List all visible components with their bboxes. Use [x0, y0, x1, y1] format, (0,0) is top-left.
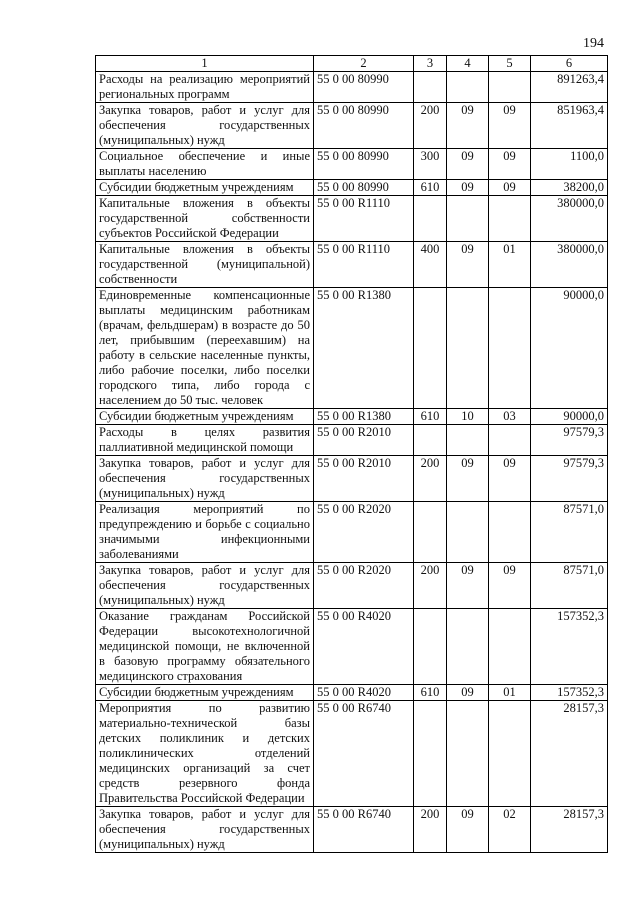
header-row	[96, 56, 608, 72]
column-header: 6	[531, 56, 608, 72]
expense-name-cell: Закупка товаров, работ и услуг для обеспечения государственных (муниципальных) нужд	[96, 103, 314, 149]
table-row	[96, 103, 608, 149]
table-row	[96, 425, 608, 456]
page-number: 194	[583, 36, 604, 51]
subsection-cell	[489, 288, 531, 409]
target-code-cell: 55 0 00 80990	[314, 180, 414, 196]
section-cell: 09	[447, 149, 489, 180]
target-code-cell: 55 0 00 80990	[314, 149, 414, 180]
target-code-cell: 55 0 00 R1380	[314, 288, 414, 409]
expense-type-cell	[414, 609, 447, 685]
section-cell: 09	[447, 685, 489, 701]
expense-type-cell	[414, 425, 447, 456]
amount-cell: 380000,0	[531, 242, 608, 288]
expense-type-cell: 200	[414, 103, 447, 149]
subsection-cell	[489, 72, 531, 103]
subsection-cell	[489, 502, 531, 563]
column-header: 4	[447, 56, 489, 72]
table-body	[96, 72, 608, 853]
section-cell	[447, 425, 489, 456]
section-cell: 09	[447, 242, 489, 288]
amount-cell: 157352,3	[531, 609, 608, 685]
expense-type-cell: 400	[414, 242, 447, 288]
table-row	[96, 456, 608, 502]
target-code-cell: 55 0 00 R2020	[314, 563, 414, 609]
section-cell	[447, 609, 489, 685]
amount-cell: 157352,3	[531, 685, 608, 701]
subsection-cell: 09	[489, 456, 531, 502]
subsection-cell: 09	[489, 563, 531, 609]
subsection-cell: 03	[489, 409, 531, 425]
subsection-cell: 01	[489, 685, 531, 701]
table-row	[96, 563, 608, 609]
expense-type-cell	[414, 701, 447, 807]
amount-cell: 28157,3	[531, 701, 608, 807]
target-code-cell: 55 0 00 80990	[314, 103, 414, 149]
section-cell: 10	[447, 409, 489, 425]
target-code-cell: 55 0 00 R2010	[314, 456, 414, 502]
expense-type-cell	[414, 288, 447, 409]
expense-type-cell: 200	[414, 456, 447, 502]
expense-type-cell: 610	[414, 180, 447, 196]
subsection-cell: 09	[489, 103, 531, 149]
amount-cell: 90000,0	[531, 409, 608, 425]
section-cell	[447, 701, 489, 807]
target-code-cell: 55 0 00 R2010	[314, 425, 414, 456]
section-cell: 09	[447, 103, 489, 149]
expense-type-cell	[414, 72, 447, 103]
expense-name-cell: Субсидии бюджетным учреждениям	[96, 685, 314, 701]
section-cell	[447, 196, 489, 242]
table-row	[96, 149, 608, 180]
amount-cell: 1100,0	[531, 149, 608, 180]
column-header: 3	[414, 56, 447, 72]
column-header: 5	[489, 56, 531, 72]
target-code-cell: 55 0 00 R4020	[314, 685, 414, 701]
section-cell: 09	[447, 180, 489, 196]
table-row	[96, 685, 608, 701]
target-code-cell: 55 0 00 R1110	[314, 242, 414, 288]
expense-type-cell: 200	[414, 563, 447, 609]
expense-type-cell: 610	[414, 409, 447, 425]
target-code-cell: 55 0 00 R1110	[314, 196, 414, 242]
expense-name-cell: Закупка товаров, работ и услуг для обеспечения государственных (муниципальных) нужд	[96, 563, 314, 609]
amount-cell: 87571,0	[531, 502, 608, 563]
amount-cell: 38200,0	[531, 180, 608, 196]
expense-name-cell: Закупка товаров, работ и услуг для обеспечения государственных (муниципальных) нужд	[96, 807, 314, 853]
expense-type-cell: 200	[414, 807, 447, 853]
table-row	[96, 180, 608, 196]
subsection-cell	[489, 701, 531, 807]
table-row	[96, 807, 608, 853]
expense-type-cell	[414, 196, 447, 242]
subsection-cell: 09	[489, 180, 531, 196]
subsection-cell	[489, 609, 531, 685]
expense-name-cell: Расходы в целях развития паллиативной медицинской помощи	[96, 425, 314, 456]
section-cell	[447, 502, 489, 563]
amount-cell: 851963,4	[531, 103, 608, 149]
expense-type-cell	[414, 502, 447, 563]
column-header: 2	[314, 56, 414, 72]
target-code-cell: 55 0 00 R6740	[314, 701, 414, 807]
section-cell	[447, 72, 489, 103]
section-cell: 09	[447, 563, 489, 609]
subsection-cell: 01	[489, 242, 531, 288]
target-code-cell: 55 0 00 R2020	[314, 502, 414, 563]
expense-type-cell: 610	[414, 685, 447, 701]
section-cell: 09	[447, 807, 489, 853]
expense-type-cell: 300	[414, 149, 447, 180]
amount-cell: 90000,0	[531, 288, 608, 409]
table-row	[96, 701, 608, 807]
table-row	[96, 72, 608, 103]
expense-name-cell: Закупка товаров, работ и услуг для обеспечения государственных (муниципальных) нужд	[96, 456, 314, 502]
expense-name-cell: Капитальные вложения в объекты государственной собственности субъектов Российской Федерации	[96, 196, 314, 242]
section-cell	[447, 288, 489, 409]
expense-name-cell: Расходы на реализацию мероприятий региональных программ	[96, 72, 314, 103]
amount-cell: 97579,3	[531, 425, 608, 456]
subsection-cell: 02	[489, 807, 531, 853]
expense-name-cell: Субсидии бюджетным учреждениям	[96, 180, 314, 196]
target-code-cell: 55 0 00 80990	[314, 72, 414, 103]
section-cell: 09	[447, 456, 489, 502]
amount-cell: 87571,0	[531, 563, 608, 609]
subsection-cell	[489, 425, 531, 456]
target-code-cell: 55 0 00 R4020	[314, 609, 414, 685]
subsection-cell: 09	[489, 149, 531, 180]
expense-name-cell: Субсидии бюджетным учреждениям	[96, 409, 314, 425]
expense-name-cell: Мероприятия по развитию материально-технической базы детских поликлиник и детских поликлинических отделений медицинских организаций за счет средств резервного фонда Правительства Российской Федерации	[96, 701, 314, 807]
target-code-cell: 55 0 00 R1380	[314, 409, 414, 425]
subsection-cell	[489, 196, 531, 242]
table-row	[96, 288, 608, 409]
table-row	[96, 409, 608, 425]
column-header: 1	[96, 56, 314, 72]
expense-name-cell: Оказание гражданам Российской Федерации высокотехнологичной медицинской помощи, не включенной в базовую программу обязательного медицинского страхования	[96, 609, 314, 685]
table-row	[96, 502, 608, 563]
budget-table	[95, 55, 608, 853]
expense-name-cell: Социальное обеспечение и иные выплаты населению	[96, 149, 314, 180]
amount-cell: 28157,3	[531, 807, 608, 853]
table-row	[96, 609, 608, 685]
expense-name-cell: Реализация мероприятий по предупреждению и борьбе с социально значимыми инфекционными заболеваниями	[96, 502, 314, 563]
target-code-cell: 55 0 00 R6740	[314, 807, 414, 853]
expense-name-cell: Единовременные компенсационные выплаты медицинским работникам (врачам, фельдшерам) в возрасте до 50 лет, прибывшим (переехавшим) на работу в сельские населенные пункты, либо рабочие поселки, либо поселки городского типа, либо города с населением до 50 тыс. человек	[96, 288, 314, 409]
expense-name-cell: Капитальные вложения в объекты государственной (муниципальной) собственности	[96, 242, 314, 288]
amount-cell: 891263,4	[531, 72, 608, 103]
amount-cell: 97579,3	[531, 456, 608, 502]
table-row	[96, 196, 608, 242]
amount-cell: 380000,0	[531, 196, 608, 242]
table-row	[96, 242, 608, 288]
